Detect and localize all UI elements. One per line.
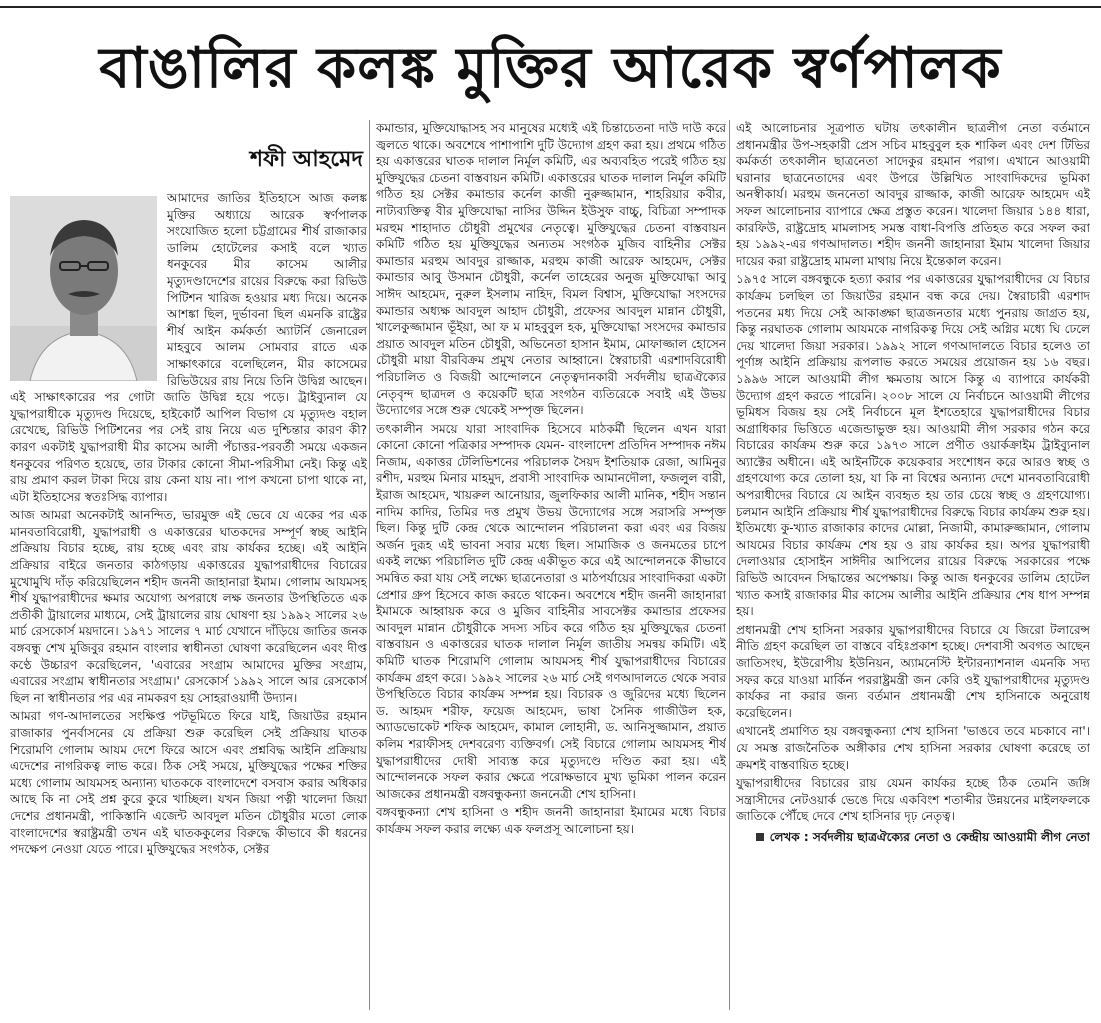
author-credit-text: লেখক : সর্বদলীয় ছাত্রঐক্যের নেতা ও কেন্দ্রীয় আওয়ামী লীগ নেতা (769, 829, 1090, 844)
paragraph: কমান্ডার, মুক্তিযোদ্ধাসহ সব মানুষের মধ্যেই এই চিন্তাচেতনা দাউ দাউ করে জ্বলতে থাকে। অবশেষে পাশাপাশি দুটি উদ্যোগ গ্রহণ করা হয়। প্রথমে গঠিত হয় একাত্তরের ঘাতক দালাল নির্মূল কমিটি, এর অব্যবহিত পরেই গঠিত হয় মুক্তিযুদ্ধের চেতনা বাস্তবায়ন কমিটি। একাত্তরের ঘাতক দালাল নির্মূল কমিটি গঠিত হয় সেক্টর কমান্ডার কর্নেল কাজী নুরুজ্জামান, শাহরিয়ার কবীর, নাট্যব্যক্তিত্ব বীর মুক্তিযোদ্ধা নাসির উদ্দিন ইউসুফ বাচ্চু, বিচিত্রা সম্পাদক মরহুম শাহাদাত চৌধুরী প্রমুখের নেতৃত্বে। মুক্তিযুদ্ধের চেতনা বাস্তবায়ন কমিটি গঠিত হয় মুক্তিযুদ্ধের অন্যতম সংগঠক মুজিব বাহিনীর সেক্টর কমান্ডার মরহুম আবদুর রাজ্জাক, মরহুম কাজী আরেফ আহমেদ, সেক্টর কমান্ডার আবু উসমান চৌধুরী, কর্নেল তাহেরের অনুজ মুক্তিযোদ্ধা আবু সাঈদ আহমেদ, নুরুল ইসলাম নাহিদ, বিমল বিশ্বাস, মুক্তিযোদ্ধা সংসদের কমান্ডার অধ্যক্ষ আবদুল আহাদ চৌধুরী, প্রফেসর আবদুল মান্নান চৌধুরী, খালেকুজ্জামান ভূঁইয়া, আ ফ ম মাহবুবুল হক, মুক্তিযোদ্ধা সংসদের কমান্ডার প্রয়াত আবদুল মতিন চৌধুরী, অভিনেতা হাসান ইমাম, মোফাজ্জাল হোসেন চৌধুরী মায়া বীরবিক্রম প্রমুখ নেতার আহ্বানে। স্বৈরাচারী এরশাদবিরোধী পরিচালিত ও বিজয়ী আন্দোলনে নেতৃত্বদানকারী সর্বদলীয় ছাত্রঐক্যের নেতৃবৃন্দ ছাত্রদল ও কয়েকটি ছাত্র সংগঠন ব্যতিরেকে সবাই এই উভয় উদ্যোগের সঙ্গে শুরু থেকেই সম্পৃক্ত ছিলেন। (376, 121, 726, 418)
paragraph: আজ আমরা অনেকটাই আনন্দিত, ভারমুক্ত এই ভেবে যে একের পর এক মানবতাবিরোধী, যুদ্ধাপরাধী ও একাত্তরের ঘাতকদের সম্পূর্ণ স্বচ্ছ আইনি প্রক্রিয়ায় বিচার হচ্ছে, রায় হচ্ছে এবং রায় কার্যকর হচ্ছে। এই আইনি প্রক্রিয়ার বাইরে জনতার কাঠগড়ায় একাত্তরের যুদ্ধাপরাধীদের বিচারের মুখোমুখি দাঁড় করিয়েছিলেন শহীদ জননী জাহানারা ইমাম। গোলাম আযমসহ শীর্ষ যুদ্ধাপরাধীদের ক্ষমার অযোগ্য অপরাধে লক্ষ জনতার উপস্থিতিতে এক প্রতীকী ট্রায়ালের মাধ্যমে, সেই ট্রায়ালের রায় ঘোষণা হয় ১৯৯২ সালের ২৬ মার্চ রেসকোর্স ময়দানে। ১৯৭১ সালের ৭ মার্চ যেখানে দাঁড়িয়ে জাতির জনক বঙ্গবন্ধু শেখ মুজিবুর রহমান বাংলার স্বাধীনতা ঘোষণা করেছিলেন এবং দীপ্ত কণ্ঠে উচ্চারণ করেছিলেন, 'এবারের সংগ্রাম আমাদের মুক্তির সংগ্রাম, এবারের সংগ্রাম স্বাধীনতার সংগ্রাম।' রেসকোর্স ১৯৯২ সালে আর রেসকোর্স ছিল না স্বাধীনতার পর এর নামকরণ হয় সোহরাওয়ার্দী উদ্যান। (10, 508, 367, 705)
author-photo (10, 196, 157, 381)
square-bullet-icon (756, 833, 764, 841)
paragraph: প্রধানমন্ত্রী শেখ হাসিনা সরকার যুদ্ধাপরাধীদের বিচারে যে জিরো টলারেন্স নীতি গ্রহণ করেছিল তা বাস্তবে বহিঃপ্রকাশ হচ্ছে। দেশবাসী অবগত আছেন জাতিসংঘ, ইউরোপীয় ইউনিয়ন, অ্যামনেস্টি ইন্টারন্যাশনাল এমনকি সদ্য সফর করে যাওয়া মার্কিন পররাষ্ট্রমন্ত্রী জন কেরি ওই যুদ্ধাপরাধীদের মৃত্যুদণ্ড কার্যকর না করার জন্য বর্তমান প্রধানমন্ত্রী শেখ হাসিনাকে অনুরোধ করেছিলেন। (736, 622, 1090, 720)
paragraph: বঙ্গবন্ধুকন্যা শেখ হাসিনা ও শহীদ জননী জাহানারা ইমামের মধ্যে বিচার কার্যক্রম সফল করার লক্ষ্যে এক ফলপ্রসূ আলোচনা হয়। (376, 805, 726, 836)
paragraph: এখানেই প্রমাণিত হয় বঙ্গবন্ধুকন্যা শেখ হাসিনা 'ভাঙবে তবে মচকাবে না'। যে সমস্ত রাজনৈতিক অঙ্গীকার শেখ হাসিনা সরকার ঘোষণা করেছে তা ক্রমশই বাস্তবায়িত হচ্ছে। (736, 724, 1090, 772)
top-rule (0, 6, 1101, 8)
article-column-1 (10, 190, 367, 1010)
paragraph: এই আলোচনার সূত্রপাত ঘটায় তৎকালীন ছাত্রলীগ নেতা বর্তমানে প্রধানমন্ত্রীর উপ-সহকারী প্রেস সচিব মাহবুবুল হক শাকিল এবং দেশ টিভির কর্মকর্তা তৎকালীন ছাত্রনেতা সাদেকুর রহমান পরাগ। এখানে আওয়ামী ঘরানার ছাত্রনেতাদের এবং উপরে উল্লিখিত সাংবাদিকদের ভূমিকা অনস্বীকার্য। মরহুম জননেতা আবদুর রাজ্জাক, কাজী আরেফ আহমেদ এই সফল আলোচনার ব্যাপারে ক্ষেত্র প্রস্তুত করেন। খালেদা জিয়ার ১৪৪ ধারা, কারফিউ, রাষ্ট্রদ্রোহ মামলাসহ সমস্ত বাধা-বিপত্তি প্রতিহত করে সফল করা হয় ১৯৯২-এর গণআদালত। শহীদ জননী জাহানারা ইমাম খালেদা জিয়ার দায়ের করা রাষ্ট্রদ্রোহ মামলা মাথায় নিয়ে ইন্তেকাল করেন। (736, 121, 1090, 268)
paragraph: তৎকালীন সময়ে যারা সাংবাদিক হিসেবে মাঠকর্মী ছিলেন এখন যারা কোনো কোনো পত্রিকার সম্পাদক যেমন- বাংলাদেশ প্রতিদিন সম্পাদক নঈম নিজাম, একাত্তর টেলিভিশনের পরিচালক সৈয়দ ইশতিয়াক রেজা, আমিনুর রশীদ, মরহুম মিনার মাহমুদ, প্রবাসী সাংবাদিক আমানদৌলা, ফজলুল বারী, ইরাজ আহমেদ, খায়রুল আনোয়ার, জুলফিকার আলী মানিক, শহীদ সন্তান নাদিম কাদির, তিমির দত্ত প্রমুখ উভয় উদ্যোগের সঙ্গে সরাসরি সম্পৃক্ত ছিল। কিন্তু দুটি কেন্দ্র থেকে আন্দোলন পরিচালনা করা এবং এর বিজয় অর্জন দুরূহ এই ভাবনা সবার মধ্যে ছিল। সামাজিক ও জনমতের চাপে একই লক্ষ্যে পরিচালিত দুটি কেন্দ্র একীভূত করে এই আন্দোলনকে কীভাবে সমন্বিত করা যায় সেই লক্ষ্যে ছাত্রনেতারা ও মাঠপর্যায়ের সাংবাদিকরা একটা প্রেশার গ্রুপ হিসেবে কাজ করতে থাকেন। অবশেষে শহীদ জননী জাহানারা ইমামকে আহ্বায়ক করে ও মুজিব বাহিনীর সাবসেক্টর কমান্ডার প্রফেসর আবদুল মান্নান চৌধুরীকে সদস্য সচিব করে গঠিত হয় মুক্তিযুদ্ধের চেতনা বাস্তবায়ন ও একাত্তরের ঘাতক দালাল নির্মূল জাতীয় সমন্বয় কমিটি। এই কমিটি ঘাতক শিরোমণি গোলাম আযমসহ শীর্ষ যুদ্ধাপরাধীদের বিচারের কার্যক্রম গ্রহণ করে। ১৯৯২ সালের ২৬ মার্চ সেই গণআদালতে থেকে সবার উপস্থিতিতে বিচার কার্যক্রম সম্পন্ন হয়। বিচারক ও জুরিদের মধ্যে ছিলেন ড. আহমদ শরীফ, ফয়েজ আহমেদ, ভাষা সৈনিক গাজীউল হক, অ্যাডভোকেট শফিক আহমেদ, কামাল লোহানী, ড. আনিসুজ্জামান, প্রয়াত কলিম শরাফীসহ দেশবরেণ্য ব্যক্তিবর্গ। সেই বিচারে গোলাম আযমসহ শীর্ষ যুদ্ধাপরাধীদের দোষী সাব্যস্ত করে মৃত্যুদণ্ডে দণ্ডিত করা হয়। এই আন্দোলনকে সফল করার ক্ষেত্রে পরোক্ষভাবে মুখ্য ভূমিকা পালন করেন আজকের প্রধানমন্ত্রী বঙ্গবন্ধুকন্যা জননেত্রী শেখ হাসিনা। (376, 421, 726, 801)
author-credit (736, 829, 1090, 846)
column-rule (729, 120, 730, 1010)
column-rule (369, 120, 370, 1010)
paragraph: আমরা গণ-আদালতের সংক্ষিপ্ত পটভূমিতে ফিরে যাই, জিয়াউর রহমান রাজাকার পুনর্বাসনের যে প্রক্রিয়া শুরু করেছিল সেই প্রক্রিয়ায় ঘাতক শিরোমণি গোলাম আযম দেশে ফিরে আসে এবং প্রশ্নবিদ্ধ আইনি প্রক্রিয়ায় এদেশের নাগরিকত্ব লাভ করে। ঠিক সেই সময়ে, মুক্তিযুদ্ধের পক্ষের শক্তির মধ্যে গোলাম আযমসহ অন্যান্য ঘাতককে বাংলাদেশে বসবাস করার অধিকার আছে কি না সেই প্রশ্ন কুরে কুরে খাচ্ছিল। যখন জিয়া পত্নী খালেদা জিয়া দেশের প্রধানমন্ত্রী, পাকিস্তানি এজেন্ট আবদুল মতিন চৌধুরীর মতো লোক বাংলাদেশের স্বরাষ্ট্রমন্ত্রী তখন এই ঘাতককুলের বিরুদ্ধে কীভাবে কী ধরনের পদক্ষেপ নেওয়া যেতে পারে। মুক্তিযুদ্ধের সংগঠক, সেক্টর (10, 709, 367, 857)
paragraph: ১৯৭৫ সালে বঙ্গবন্ধুকে হত্যা করার পর একাত্তরের যুদ্ধাপরাধীদের যে বিচার কার্যক্রম চলছিল তা জিয়াউর রহমান বন্ধ করে দেয়। স্বৈরাচারী এরশাদ পতনের মধ্য দিয়ে সেই আকাঙ্ক্ষা ছাত্রজনতার মধ্যে পুনরায় জাগ্রত হয়, কিন্তু নরঘাতক গোলাম আযমকে নাগরিকত্ব দিয়ে সেই অগ্নির মধ্যে ঘি ঢেলে দেয় খালেদা জিয়া সরকার। ১৯৯২ সালে গণআদালতে বিচার হলেও তা পূর্ণাঙ্গ আইনি প্রক্রিয়ায় রূপলাভ করতে সময়ের প্রয়োজন হয় ১৬ বছর। ১৯৯৬ সালে আওয়ামী লীগ ক্ষমতায় আসে কিন্তু এ ব্যাপারে কার্যকরী উদ্যোগ গ্রহণ করতে পারেনি। ২০০৮ সালে যে নির্বাচনে আওয়ামী লীগের ভূমিধস বিজয় হয় সেই নির্বাচনে মূল ইশতেহারে যুদ্ধাপরাধীদের বিচার অগ্রাধিকার ভিত্তিতে এজেন্ডাভুক্ত হয়। আওয়ামী লীগ সরকার গঠন করে বিচারের কার্যক্রম শুরু করে ১৯৭৩ সালে প্রণীত ওয়ার্কক্রাইম ট্রাইব্যুনাল অ্যাক্টের অধীনে। এই আইনটিকে কয়েকবার সংশোধন করে আরও স্বচ্ছ ও গ্রহণযোগ্য করে তোলা হয়, যা কি না বিশ্বের অন্যান্য দেশে মানবতাবিরোধী অপরাধীদের বিচারে যে আইন ব্যবহৃত হয় তার চেয়ে স্বচ্ছ ও গ্রহণযোগ্য। চলমান আইনি প্রক্রিয়ায় শীর্ষ যুদ্ধাপরাধীদের বিরুদ্ধে বিচার কার্যক্রম শুরু হয়। ইতিমধ্যে কু-খ্যাত রাজাকার কাদের মোল্লা, নিজামী, কামারুজ্জামান, গোলাম আযমের বিচার কার্যক্রম শেষ হয় ও রায় কার্যকর হয়। অপর যুদ্ধাপরাধী দেলাওয়ার হোসাইন সাঈদীর আপিলের রায়ের বিরুদ্ধে সরকারের পক্ষে রিভিউ আবেদন সিদ্ধান্তের অপেক্ষায়। কিন্তু আজ ধনকুবের ডালিম হোটেল খ্যাত কসাই রাজাকার মীর কাসেম আলীর আইনি প্রক্রিয়ার শেষ ধাপ সম্পন্ন হয়। (736, 272, 1090, 619)
article-column-2 (376, 120, 726, 1015)
article-column-3 (736, 120, 1090, 1015)
paragraph: আমাদের জাতির ইতিহাসে আজ কলঙ্ক মুক্তির অধ্যায়ে আরেক স্বর্ণপালক সংযোজিত হলো চট্টগ্রামের শীর্ষ রাজাকার ডালিম হোটেলের কসাই বলে খ্যাত ধনকুবের মীর কাসেম আলীর মৃত্যুদণ্ডাদেশের রায়ের বিরুদ্ধে করা রিভিউ পিটিশন খারিজ হওয়ার মধ্য দিয়ে। অনেক আশঙ্কা ছিল, দুর্ভাবনা ছিল এমনকি রাষ্ট্রের শীর্ষ আইন কর্মকর্তা অ্যাটর্নি জেনারেল মাহবুবে আলম সোমবার রাতে এক সাক্ষাৎকারে বলেছিলেন, মীর কাসেমের রিভিউয়ের রায় নিয়ে তিনি উদ্বিগ্ন আছেন। এই সাক্ষাৎকারের পর গোটা জাতি উদ্বিগ্ন হয়ে পড়ে। ট্রাইব্যুনাল যে যুদ্ধাপরাধীকে মৃত্যুদণ্ড দিয়েছে, হাইকোর্ট আপিল বিভাগ যে মৃত্যুদণ্ড বহাল রেখেছে, রিভিউ পিটিশনের পর সেই রায় নিয়ে এত দুশ্চিন্তার কারণ কী? কারণ একটাই যুদ্ধাপরাধী মীর কাসেম আলী পঁচাত্তর-পরবর্তী সময়ে একজন ধনকুবের পরিণত হয়েছে, তার টাকার কোনো সীমা-পরিসীমা নেই। কিন্তু এই রায় প্রমাণ করল টাকা দিয়ে রায় কেনা যায় না। পাপ কখনো চাপা থাকে না, এটা ইতিহাসের স্বতঃসিদ্ধ ব্যাপার। (10, 191, 367, 504)
headline: বাঙালির কলঙ্ক মুক্তির আরেক স্বর্ণপালক (99, 36, 1002, 101)
byline: শফী আহমেদ (250, 147, 363, 172)
paragraph: যুদ্ধাপরাধীদের বিচারের রায় যেমন কার্যকর হচ্ছে ঠিক তেমনি জঙ্গি সন্ত্রাসীদের নেটওয়ার্ক ভেঙে দিয়ে একবিংশ শতাব্দীর উন্নয়নের মাইলফলকে জাতিকে পৌঁছে দেবে শেখ হাসিনার দৃঢ় নেতৃত্ব। (736, 776, 1090, 824)
